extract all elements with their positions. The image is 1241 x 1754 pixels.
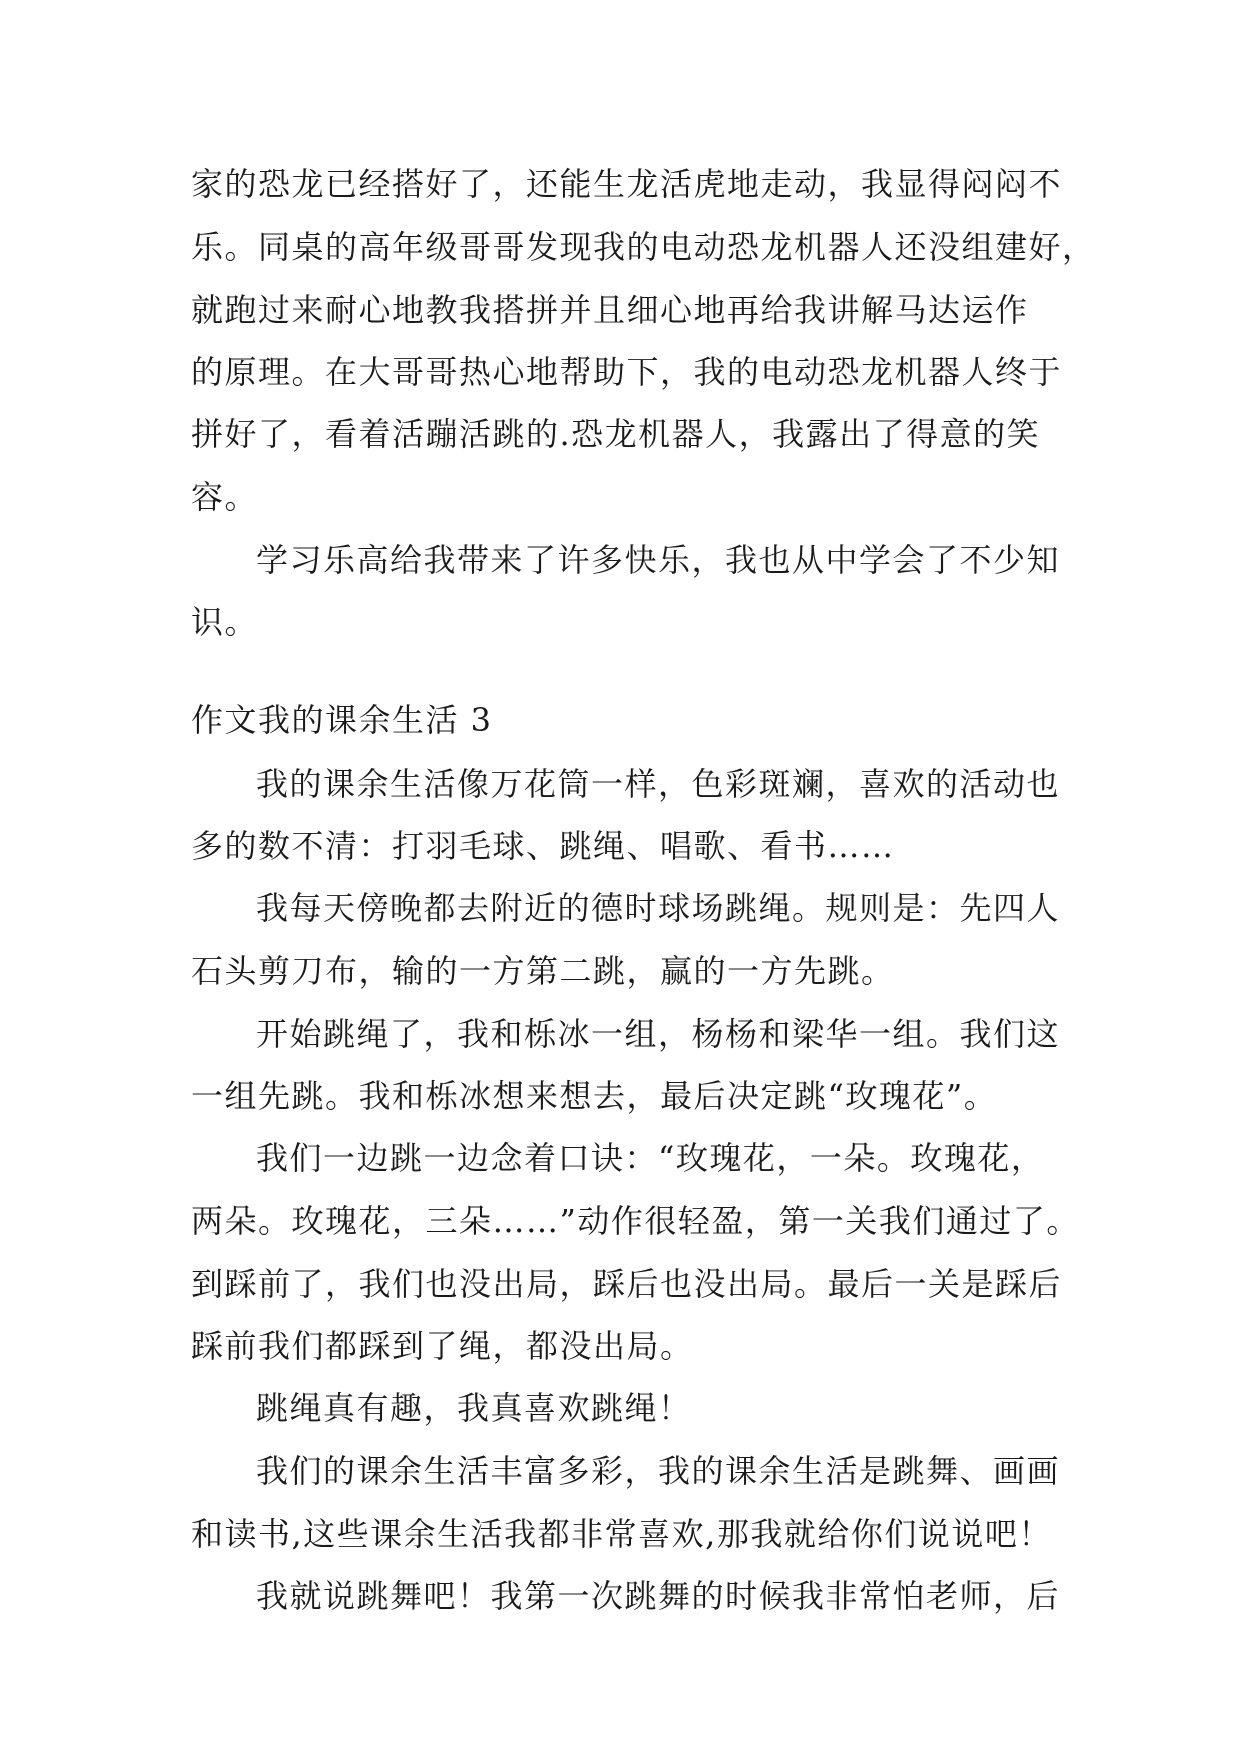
text-line: 石头剪刀布，输的一方第二跳，赢的一方先跳。 <box>191 952 895 990</box>
text-line: 学习乐高给我带来了许多快乐，我也从中学会了不少知 <box>256 541 1061 579</box>
text-line: 就跑过来耐心地教我搭拼并且细心地再给我讲解马达运作 <box>191 291 1029 329</box>
text-line: 到踩前了，我们也没出局，踩后也没出局。最后一关是踩后 <box>191 1265 1063 1303</box>
text-line: 踩前我们都踩到了绳，都没出局。 <box>191 1327 694 1365</box>
text-line: 我就说跳舞吧！我第一次跳舞的时候我非常怕老师，后 <box>256 1577 1061 1615</box>
text-line: 我每天傍晚都去附近的德时球场跳绳。规则是：先四人 <box>256 889 1061 927</box>
text-line: 的原理。在大哥哥热心地帮助下，我的电动恐龙机器人终于 <box>191 353 1063 391</box>
text-line: 我们的课余生活丰富多彩，我的课余生活是跳舞、画画 <box>256 1452 1061 1490</box>
text-line: 跳绳真有趣，我真喜欢跳绳！ <box>256 1389 692 1427</box>
text-line: 家的恐龙已经搭好了，还能生龙活虎地走动，我显得闷闷不 <box>191 165 1063 203</box>
text-line: 开始跳绳了，我和栎冰一组，杨杨和梁华一组。我们这 <box>256 1015 1061 1053</box>
text-line: 和读书,这些课余生活我都非常喜欢,那我就给你们说说吧！ <box>191 1515 1052 1553</box>
text-line: 多的数不清：打羽毛球、跳绳、唱歌、看书…… <box>191 827 895 865</box>
text-line: 我的课余生活像万花筒一样，色彩斑斓，喜欢的活动也 <box>256 765 1061 803</box>
text-line: 两朵。玫瑰花，三朵……”动作很轻盈，第一关我们通过了。 <box>191 1202 1080 1240</box>
text-line: 拼好了，看着活蹦活跳的.恐龙机器人，我露出了得意的笑 <box>191 415 1041 453</box>
text-line: 识。 <box>191 603 259 641</box>
text-line: 容。 <box>191 478 259 516</box>
text-line: 一组先跳。我和栎冰想来想去，最后决定跳“玫瑰花”。 <box>191 1077 998 1115</box>
section-heading: 作文我的课余生活 3 <box>191 701 493 739</box>
text-line: 我们一边跳一边念着口诀：“玫瑰花，一朵。玫瑰花， <box>256 1139 1045 1177</box>
text-line: 乐。同桌的高年级哥哥发现我的电动恐龙机器人还没组建好， <box>191 228 1096 266</box>
